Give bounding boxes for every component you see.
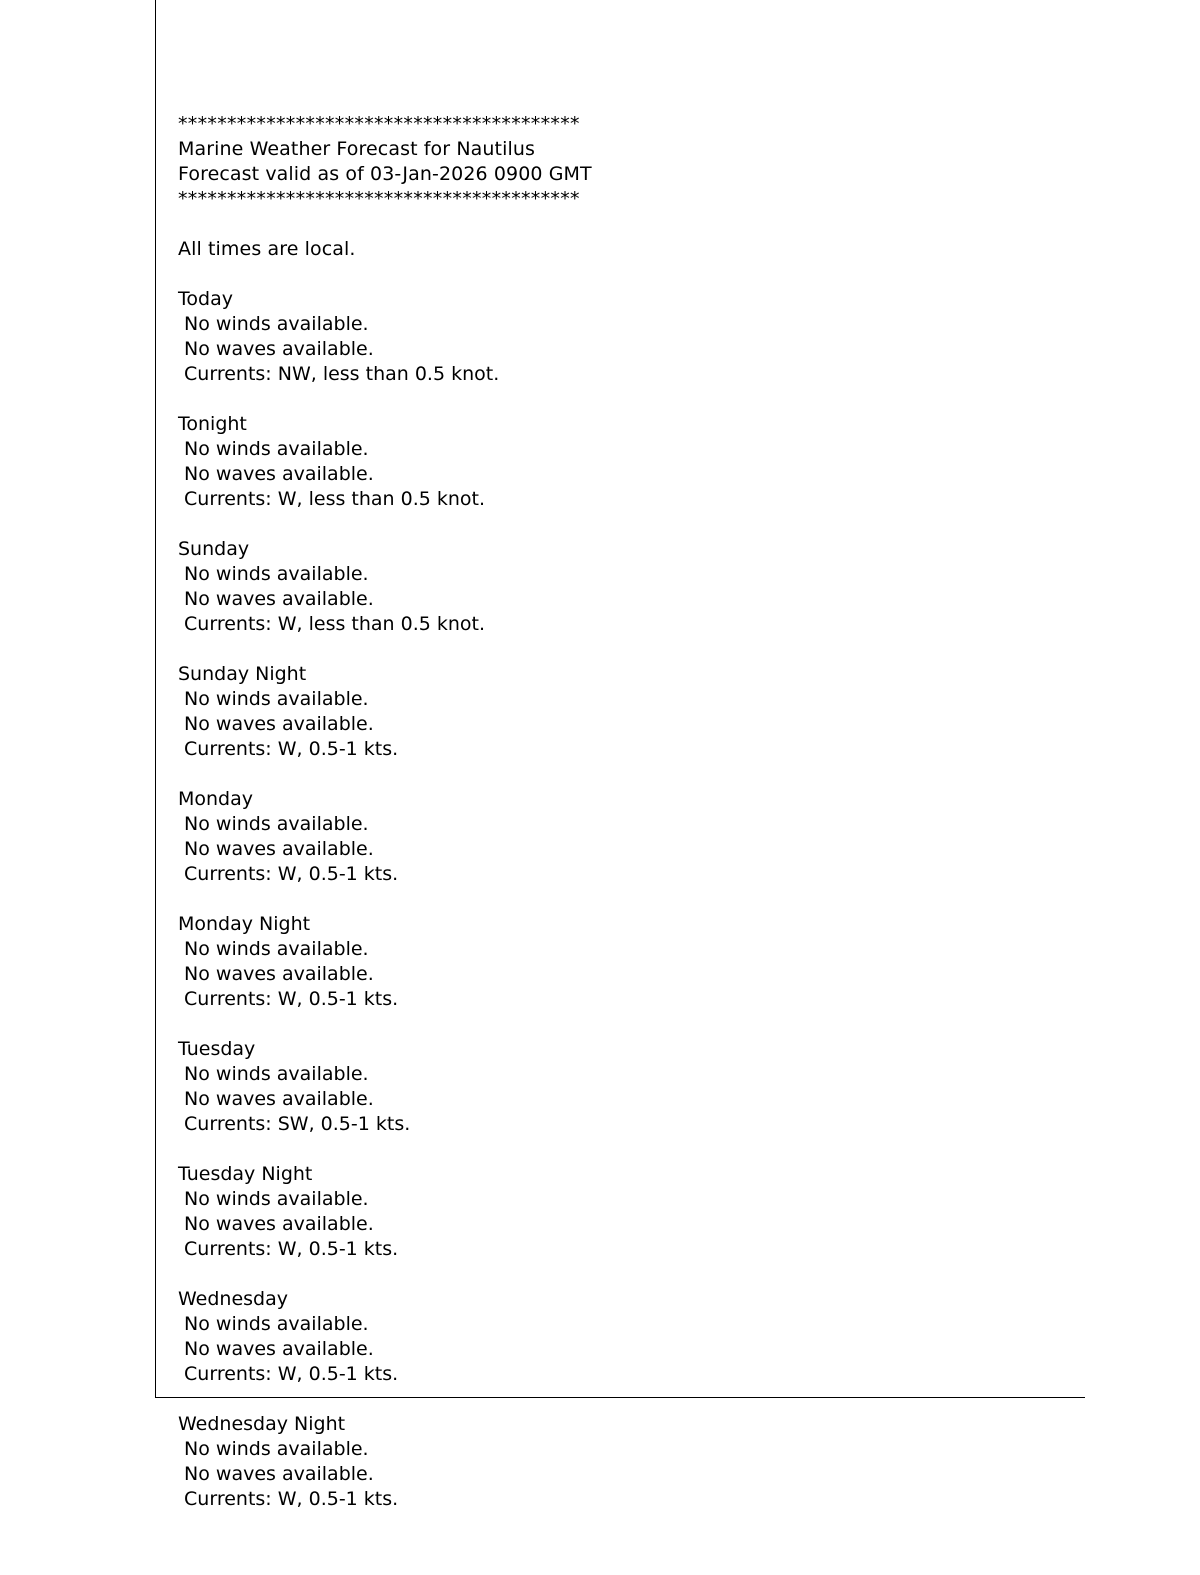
forecast-period [178, 1037, 1078, 1137]
period-waves: No waves available. [178, 838, 374, 860]
forecast-period [178, 662, 1078, 762]
period-winds: No winds available. [178, 438, 369, 460]
spacer [178, 1012, 1078, 1037]
separator-bottom: ***************************************** [178, 188, 580, 210]
forecast-period [178, 1287, 1078, 1387]
period-currents: Currents: SW, 0.5-1 kts. [178, 1113, 411, 1135]
period-name: Wednesday [178, 1288, 289, 1310]
period-name: Tonight [178, 413, 247, 435]
period-name: Today [178, 288, 233, 310]
period-winds: No winds available. [178, 1438, 369, 1460]
period-name: Monday [178, 788, 254, 810]
spacer [178, 262, 1078, 287]
period-waves: No waves available. [178, 588, 374, 610]
forecast-overflow [178, 1412, 1078, 1512]
spacer [178, 512, 1078, 537]
period-winds: No winds available. [178, 1313, 369, 1335]
forecast-document [178, 112, 1078, 1387]
period-currents: Currents: W, less than 0.5 knot. [178, 488, 486, 510]
forecast-period [178, 287, 1078, 387]
period-winds: No winds available. [178, 313, 369, 335]
period-currents: Currents: W, 0.5-1 kts. [178, 1238, 399, 1260]
period-winds: No winds available. [178, 1188, 369, 1210]
forecast-validity: Forecast valid as of 03-Jan-2026 0900 GMT [178, 163, 592, 185]
forecast-period [178, 787, 1078, 887]
period-winds: No winds available. [178, 563, 369, 585]
period-name: Tuesday [178, 1038, 256, 1060]
period-currents: Currents: W, 0.5-1 kts. [178, 1488, 399, 1510]
period-name: Sunday Night [178, 663, 307, 685]
spacer [178, 1262, 1078, 1287]
period-winds: No winds available. [178, 813, 369, 835]
forecast-period [178, 412, 1078, 512]
document-title: Marine Weather Forecast for Nautilus [178, 138, 535, 160]
period-winds: No winds available. [178, 688, 369, 710]
period-waves: No waves available. [178, 963, 374, 985]
timezone-note: All times are local. [178, 238, 356, 260]
forecast-period [178, 1412, 1078, 1512]
period-name: Wednesday Night [178, 1413, 346, 1435]
spacer [178, 637, 1078, 662]
period-currents: Currents: W, 0.5-1 kts. [178, 988, 399, 1010]
period-waves: No waves available. [178, 1463, 374, 1485]
spacer [178, 1137, 1078, 1162]
period-name: Tuesday Night [178, 1163, 313, 1185]
spacer [178, 387, 1078, 412]
period-name: Monday Night [178, 913, 311, 935]
period-waves: No waves available. [178, 1088, 374, 1110]
spacer [178, 887, 1078, 912]
period-waves: No waves available. [178, 463, 374, 485]
period-waves: No waves available. [178, 1338, 374, 1360]
forecast-period [178, 537, 1078, 637]
period-waves: No waves available. [178, 713, 374, 735]
period-currents: Currents: W, less than 0.5 knot. [178, 613, 486, 635]
period-currents: Currents: NW, less than 0.5 knot. [178, 363, 500, 385]
forecast-period [178, 912, 1078, 1012]
period-winds: No winds available. [178, 938, 369, 960]
period-name: Sunday [178, 538, 250, 560]
spacer [178, 212, 1078, 237]
period-waves: No waves available. [178, 338, 374, 360]
period-winds: No winds available. [178, 1063, 369, 1085]
period-currents: Currents: W, 0.5-1 kts. [178, 1363, 399, 1385]
period-waves: No waves available. [178, 1213, 374, 1235]
spacer [178, 762, 1078, 787]
forecast-period [178, 1162, 1078, 1262]
period-currents: Currents: W, 0.5-1 kts. [178, 863, 399, 885]
separator-top: ***************************************** [178, 113, 580, 135]
period-currents: Currents: W, 0.5-1 kts. [178, 738, 399, 760]
